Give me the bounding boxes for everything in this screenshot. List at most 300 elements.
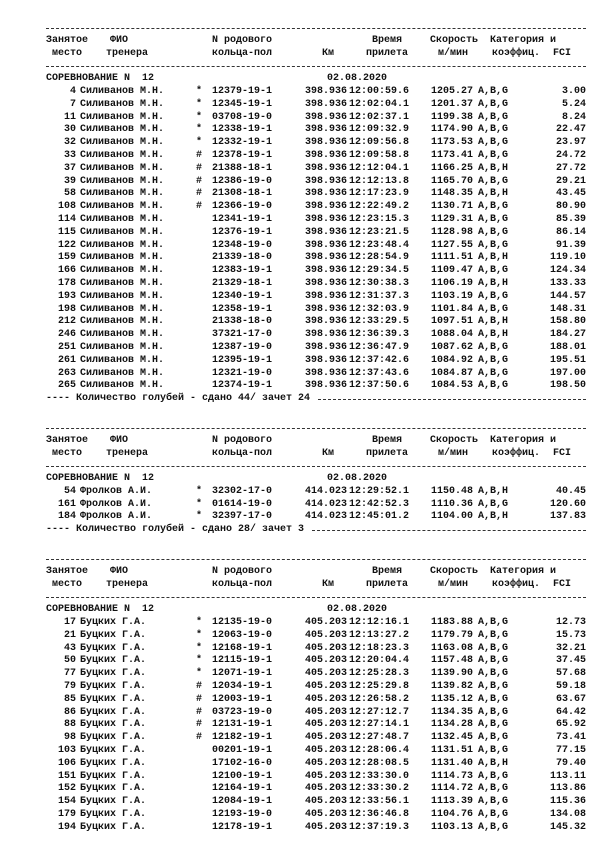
header-speed: Скорость — [430, 565, 479, 577]
category-cell: A,B,G — [478, 498, 509, 510]
ring-cell: 12164-19-1 — [212, 783, 273, 795]
place-cell: 246 — [57, 329, 76, 341]
header-fio-2: тренера — [106, 447, 149, 459]
table-row — [46, 681, 586, 694]
table-header-row-2 — [46, 48, 586, 61]
place-cell: 17 — [63, 617, 76, 629]
arrival-time-cell: 12:12:16.1 — [349, 617, 410, 629]
table-row — [46, 112, 586, 125]
header-ring-2: кольца-пол — [212, 47, 273, 59]
km-cell: 405.203 — [305, 629, 348, 641]
header-place-2: место — [52, 47, 83, 59]
category-cell: A,B,G — [478, 642, 509, 654]
km-cell: 405.203 — [305, 706, 348, 718]
competition-date: 02.08.2020 — [327, 604, 388, 616]
trainer-cell: Силиванов М.Н. — [80, 111, 165, 123]
mark-cell: * — [196, 642, 203, 654]
fci-cell: 115.36 — [549, 796, 586, 808]
category-cell: A,B,G — [478, 124, 509, 136]
speed-cell: 1114.73 — [430, 770, 473, 782]
arrival-time-cell: 12:27:14.1 — [349, 719, 410, 731]
km-cell: 405.203 — [305, 693, 348, 705]
place-cell: 166 — [57, 265, 76, 277]
arrival-time-cell: 12:37:43.6 — [349, 367, 410, 379]
trainer-cell: Силиванов М.Н. — [80, 367, 165, 379]
arrival-time-cell: 12:12:13.8 — [349, 175, 410, 187]
fci-cell: 195.51 — [549, 354, 586, 366]
mark-cell: * — [196, 85, 203, 97]
trainer-cell: Силиванов М.Н. — [80, 98, 165, 110]
fci-cell: 57.68 — [555, 668, 586, 680]
fci-cell: 113.86 — [549, 783, 586, 795]
table-row — [46, 511, 586, 524]
ring-cell: 12063-19-0 — [212, 629, 273, 641]
fci-cell: 197.00 — [549, 367, 586, 379]
arrival-time-cell: 12:22:49.2 — [349, 201, 410, 213]
table-header-row-1 — [46, 435, 586, 448]
km-cell: 398.936 — [305, 162, 348, 174]
category-cell: A,B,G — [478, 341, 509, 353]
category-cell: A,B,G — [478, 213, 509, 225]
fci-cell: 23.97 — [555, 137, 586, 149]
arrival-time-cell: 12:28:08.5 — [349, 757, 410, 769]
ring-cell: 12340-19-1 — [212, 290, 273, 302]
category-cell: A,B,G — [478, 226, 509, 238]
km-cell: 405.203 — [305, 655, 348, 667]
ring-cell: 12366-19-0 — [212, 201, 273, 213]
fci-cell: 144.57 — [549, 290, 586, 302]
place-cell: 37 — [63, 162, 76, 174]
ring-cell: 12131-19-1 — [212, 719, 273, 731]
speed-cell: 1157.48 — [430, 655, 473, 667]
category-cell: A,B,H — [478, 757, 509, 769]
trainer-cell: Силиванов М.Н. — [80, 277, 165, 289]
ring-cell: 21388-18-1 — [212, 162, 273, 174]
header-category-2: коэффиц. — [492, 578, 541, 590]
km-cell: 398.936 — [305, 124, 348, 136]
fci-cell: 188.01 — [549, 341, 586, 353]
trainer-cell: Буцких Г.А. — [80, 770, 147, 782]
table-row — [46, 745, 586, 758]
ring-cell: 12332-19-1 — [212, 137, 273, 149]
place-cell: 86 — [63, 706, 76, 718]
trainer-cell: Фролков А.И. — [80, 498, 153, 510]
place-cell: 54 — [63, 485, 76, 497]
place-cell: 159 — [57, 252, 76, 264]
trainer-cell: Силиванов М.Н. — [80, 290, 165, 302]
place-cell: 77 — [63, 668, 76, 680]
place-cell: 39 — [63, 175, 76, 187]
trainer-cell: Силиванов М.Н. — [80, 329, 165, 341]
header-speed-2: м/мин — [438, 47, 469, 59]
category-cell: A,B,G — [478, 809, 509, 821]
place-cell: 212 — [57, 316, 76, 328]
table-row — [46, 252, 586, 265]
arrival-time-cell: 12:37:19.3 — [349, 821, 410, 833]
mark-cell: # — [196, 693, 203, 705]
arrival-time-cell: 12:33:30.2 — [349, 783, 410, 795]
mark-cell: * — [196, 124, 203, 136]
trainer-cell: Силиванов М.Н. — [80, 201, 165, 213]
km-cell: 398.936 — [305, 226, 348, 238]
separator-line — [46, 60, 586, 73]
speed-cell: 1134.28 — [430, 719, 473, 731]
km-cell: 398.936 — [305, 213, 348, 225]
speed-cell: 1173.41 — [430, 149, 473, 161]
table-row — [46, 783, 586, 796]
separator-line — [46, 553, 586, 566]
speed-cell: 1166.25 — [430, 162, 473, 174]
header-time-2: прилета — [366, 447, 409, 459]
category-cell: A,B,G — [478, 783, 509, 795]
competition-section — [46, 22, 586, 406]
speed-cell: 1084.53 — [430, 380, 473, 392]
speed-cell: 1111.51 — [430, 252, 473, 264]
speed-cell: 1084.87 — [430, 367, 473, 379]
km-cell: 405.203 — [305, 617, 348, 629]
mark-cell: # — [196, 719, 203, 731]
arrival-time-cell: 12:09:56.8 — [349, 137, 410, 149]
speed-cell: 1134.35 — [430, 706, 473, 718]
separator-line — [46, 591, 586, 604]
ring-cell: 03723-19-0 — [212, 706, 273, 718]
mark-cell: * — [196, 498, 203, 510]
table-row — [46, 201, 586, 214]
table-row — [46, 176, 586, 189]
arrival-time-cell: 12:00:59.6 — [349, 85, 410, 97]
fci-cell: 91.39 — [555, 239, 586, 251]
arrival-time-cell: 12:45:01.2 — [349, 511, 410, 523]
fci-cell: 64.42 — [555, 706, 586, 718]
header-fci: FCI — [553, 47, 572, 59]
place-cell: 103 — [57, 745, 76, 757]
ring-cell: 12387-19-0 — [212, 341, 273, 353]
speed-cell: 1104.00 — [430, 511, 473, 523]
arrival-time-cell: 12:28:06.4 — [349, 745, 410, 757]
km-cell: 398.936 — [305, 354, 348, 366]
fci-cell: 65.92 — [555, 719, 586, 731]
arrival-time-cell: 12:13:27.2 — [349, 629, 410, 641]
km-cell: 405.203 — [305, 732, 348, 744]
km-cell: 398.936 — [305, 367, 348, 379]
table-row — [46, 304, 586, 317]
trainer-cell: Силиванов М.Н. — [80, 239, 165, 251]
ring-cell: 12374-19-1 — [212, 380, 273, 392]
km-cell: 398.936 — [305, 303, 348, 315]
trainer-cell: Силиванов М.Н. — [80, 149, 165, 161]
fci-cell: 27.72 — [555, 162, 586, 174]
km-cell: 398.936 — [305, 277, 348, 289]
table-row — [46, 668, 586, 681]
table-row — [46, 380, 586, 393]
table-row — [46, 355, 586, 368]
km-cell: 405.203 — [305, 821, 348, 833]
trainer-cell: Силиванов М.Н. — [80, 303, 165, 315]
trainer-cell: Силиванов М.Н. — [80, 252, 165, 264]
speed-cell: 1114.72 — [430, 783, 473, 795]
arrival-time-cell: 12:09:58.8 — [349, 149, 410, 161]
table-row — [46, 227, 586, 240]
fci-cell: 184.27 — [549, 329, 586, 341]
competition-title-row — [46, 604, 586, 617]
km-cell: 398.936 — [305, 329, 348, 341]
fci-cell: 24.72 — [555, 149, 586, 161]
km-cell: 414.023 — [305, 485, 348, 497]
place-cell: 114 — [57, 213, 76, 225]
arrival-time-cell: 12:28:54.9 — [349, 252, 410, 264]
header-fio: ФИО — [110, 434, 129, 446]
place-cell: 21 — [63, 629, 76, 641]
trainer-cell: Буцких Г.А. — [80, 796, 147, 808]
arrival-time-cell: 12:42:52.3 — [349, 498, 410, 510]
speed-cell: 1101.84 — [430, 303, 473, 315]
header-category: Категория и — [490, 34, 557, 46]
place-cell: 179 — [57, 809, 76, 821]
trainer-cell: Фролков А.И. — [80, 485, 153, 497]
speed-cell: 1131.51 — [430, 745, 473, 757]
mark-cell: * — [196, 668, 203, 680]
header-time: Время — [372, 34, 403, 46]
competition-title: СОРЕВНОВАНИЕ N 12 — [46, 473, 155, 485]
category-cell: A,B,G — [478, 706, 509, 718]
place-cell: 98 — [63, 732, 76, 744]
trainer-cell: Буцких Г.А. — [80, 719, 147, 731]
table-header-row-1 — [46, 566, 586, 579]
table-row — [46, 278, 586, 291]
trainer-cell: Силиванов М.Н. — [80, 354, 165, 366]
header-km: Км — [322, 578, 335, 590]
table-row — [46, 291, 586, 304]
ring-cell: 12003-19-1 — [212, 693, 273, 705]
ring-cell: 12071-19-1 — [212, 668, 273, 680]
competition-date: 02.08.2020 — [327, 73, 388, 85]
mark-cell: # — [196, 201, 203, 213]
category-cell: A,B,G — [478, 770, 509, 782]
header-category-2: коэффиц. — [492, 47, 541, 59]
arrival-time-cell: 12:23:21.5 — [349, 226, 410, 238]
km-cell: 405.203 — [305, 681, 348, 693]
ring-cell: 12100-19-1 — [212, 770, 273, 782]
table-row — [46, 630, 586, 643]
mark-cell: * — [196, 485, 203, 497]
header-km: Км — [322, 47, 335, 59]
trainer-cell: Силиванов М.Н. — [80, 85, 165, 97]
fci-cell: 15.73 — [555, 629, 586, 641]
separator-line — [46, 22, 586, 35]
table-row — [46, 796, 586, 809]
speed-cell: 1163.08 — [430, 642, 473, 654]
speed-cell: 1135.12 — [430, 693, 473, 705]
fci-cell: 80.90 — [555, 201, 586, 213]
km-cell: 398.936 — [305, 175, 348, 187]
fci-cell: 124.34 — [549, 265, 586, 277]
category-cell: A,B,G — [478, 175, 509, 187]
arrival-time-cell: 12:29:34.5 — [349, 265, 410, 277]
fci-cell: 73.41 — [555, 732, 586, 744]
header-fci: FCI — [553, 578, 572, 590]
fci-cell: 148.31 — [549, 303, 586, 315]
ring-cell: 12378-19-1 — [212, 149, 273, 161]
place-cell: 263 — [57, 367, 76, 379]
category-cell: A,B,H — [478, 511, 509, 523]
ring-cell: 21338-18-0 — [212, 316, 273, 328]
arrival-time-cell: 12:29:52.1 — [349, 485, 410, 497]
arrival-time-cell: 12:27:12.7 — [349, 706, 410, 718]
arrival-time-cell: 12:27:48.7 — [349, 732, 410, 744]
header-place-2: место — [52, 578, 83, 590]
trainer-cell: Буцких Г.А. — [80, 757, 147, 769]
trainer-cell: Буцких Г.А. — [80, 617, 147, 629]
category-cell: A,B,G — [478, 111, 509, 123]
separator-line — [46, 422, 586, 435]
category-cell: A,B,G — [478, 367, 509, 379]
mark-cell: # — [196, 706, 203, 718]
category-cell: A,B,G — [478, 693, 509, 705]
table-row — [46, 643, 586, 656]
ring-cell: 12379-19-1 — [212, 85, 273, 97]
place-cell: 161 — [57, 498, 76, 510]
trainer-cell: Буцких Г.А. — [80, 668, 147, 680]
fci-cell: 120.60 — [549, 498, 586, 510]
competition-date: 02.08.2020 — [327, 473, 388, 485]
place-cell: 32 — [63, 137, 76, 149]
table-row — [46, 771, 586, 784]
speed-cell: 1103.19 — [430, 290, 473, 302]
km-cell: 405.203 — [305, 719, 348, 731]
trainer-cell: Фролков А.И. — [80, 511, 153, 523]
table-row — [46, 707, 586, 720]
km-cell: 405.203 — [305, 783, 348, 795]
header-ring: N родового — [212, 565, 273, 577]
trainer-cell: Буцких Г.А. — [80, 745, 147, 757]
speed-cell: 1199.38 — [430, 111, 473, 123]
place-cell: 50 — [63, 655, 76, 667]
fci-cell: 119.10 — [549, 252, 586, 264]
place-cell: 58 — [63, 188, 76, 200]
category-cell: A,B,G — [478, 681, 509, 693]
place-cell: 178 — [57, 277, 76, 289]
trainer-cell: Силиванов М.Н. — [80, 175, 165, 187]
speed-cell: 1132.45 — [430, 732, 473, 744]
table-row — [46, 758, 586, 771]
category-cell: A,B,G — [478, 745, 509, 757]
trainer-cell: Силиванов М.Н. — [80, 137, 165, 149]
speed-cell: 1174.90 — [430, 124, 473, 136]
table-row — [46, 822, 586, 835]
trainer-cell: Силиванов М.Н. — [80, 124, 165, 136]
fci-cell: 85.39 — [555, 213, 586, 225]
speed-cell: 1165.70 — [430, 175, 473, 187]
category-cell: A,B,H — [478, 277, 509, 289]
mark-cell: # — [196, 188, 203, 200]
place-cell: 30 — [63, 124, 76, 136]
fci-cell: 158.80 — [549, 316, 586, 328]
arrival-time-cell: 12:36:47.9 — [349, 341, 410, 353]
arrival-time-cell: 12:36:46.8 — [349, 809, 410, 821]
fci-cell: 198.50 — [549, 380, 586, 392]
km-cell: 398.936 — [305, 316, 348, 328]
place-cell: 122 — [57, 239, 76, 251]
place-cell: 265 — [57, 380, 76, 392]
header-ring-2: кольца-пол — [212, 447, 273, 459]
arrival-time-cell: 12:23:15.3 — [349, 213, 410, 225]
mark-cell: * — [196, 98, 203, 110]
arrival-time-cell: 12:25:29.8 — [349, 681, 410, 693]
speed-cell: 1173.53 — [430, 137, 473, 149]
trainer-cell: Буцких Г.А. — [80, 821, 147, 833]
table-row — [46, 188, 586, 201]
competition-title-row — [46, 473, 586, 486]
speed-cell: 1113.39 — [430, 796, 473, 808]
place-cell: 251 — [57, 341, 76, 353]
arrival-time-cell: 12:32:03.9 — [349, 303, 410, 315]
mark-cell: # — [196, 162, 203, 174]
table-row — [46, 329, 586, 342]
arrival-time-cell: 12:36:39.3 — [349, 329, 410, 341]
place-cell: 106 — [57, 757, 76, 769]
category-cell: A,B,G — [478, 796, 509, 808]
table-header-row-1 — [46, 35, 586, 48]
speed-cell: 1127.55 — [430, 239, 473, 251]
fci-cell: 79.40 — [555, 757, 586, 769]
arrival-time-cell: 12:02:37.1 — [349, 111, 410, 123]
km-cell: 398.936 — [305, 111, 348, 123]
arrival-time-cell: 12:17:23.9 — [349, 188, 410, 200]
category-cell: A,B,G — [478, 354, 509, 366]
ring-cell: 12115-19-1 — [212, 655, 273, 667]
header-place: Занятое — [46, 434, 89, 446]
mark-cell: # — [196, 681, 203, 693]
place-cell: 194 — [57, 821, 76, 833]
speed-cell: 1128.98 — [430, 226, 473, 238]
ring-cell: 21308-18-1 — [212, 188, 273, 200]
speed-cell: 1103.13 — [430, 821, 473, 833]
km-cell: 398.936 — [305, 290, 348, 302]
km-cell: 398.936 — [305, 252, 348, 264]
arrival-time-cell: 12:31:37.3 — [349, 290, 410, 302]
header-ring: N родового — [212, 434, 273, 446]
category-cell: A,B,G — [478, 98, 509, 110]
speed-cell: 1084.92 — [430, 354, 473, 366]
km-cell: 398.936 — [305, 137, 348, 149]
arrival-time-cell: 12:37:50.6 — [349, 380, 410, 392]
mark-cell: * — [196, 511, 203, 523]
place-cell: 33 — [63, 149, 76, 161]
km-cell: 405.203 — [305, 668, 348, 680]
fci-cell: 134.08 — [549, 809, 586, 821]
trainer-cell: Буцких Г.А. — [80, 783, 147, 795]
summary-text: ---- Количество голубей - сдано 28/ зачет 3 — [46, 524, 311, 536]
header-time-2: прилета — [366, 578, 409, 590]
km-cell: 398.936 — [305, 265, 348, 277]
header-place: Занятое — [46, 565, 89, 577]
fci-cell: 12.73 — [555, 617, 586, 629]
trainer-cell: Буцких Г.А. — [80, 706, 147, 718]
table-row — [46, 655, 586, 668]
trainer-cell: Буцких Г.А. — [80, 629, 147, 641]
separator-line — [46, 460, 586, 473]
fci-cell: 133.33 — [549, 277, 586, 289]
fci-cell: 8.24 — [561, 111, 586, 123]
competition-title: СОРЕВНОВАНИЕ N 12 — [46, 73, 155, 85]
category-cell: A,B,G — [478, 239, 509, 251]
arrival-time-cell: 12:33:29.5 — [349, 316, 410, 328]
trainer-cell: Буцких Г.А. — [80, 681, 147, 693]
arrival-time-cell: 12:23:48.4 — [349, 239, 410, 251]
km-cell: 398.936 — [305, 98, 348, 110]
trainer-cell: Силиванов М.Н. — [80, 226, 165, 238]
trainer-cell: Буцких Г.А. — [80, 693, 147, 705]
